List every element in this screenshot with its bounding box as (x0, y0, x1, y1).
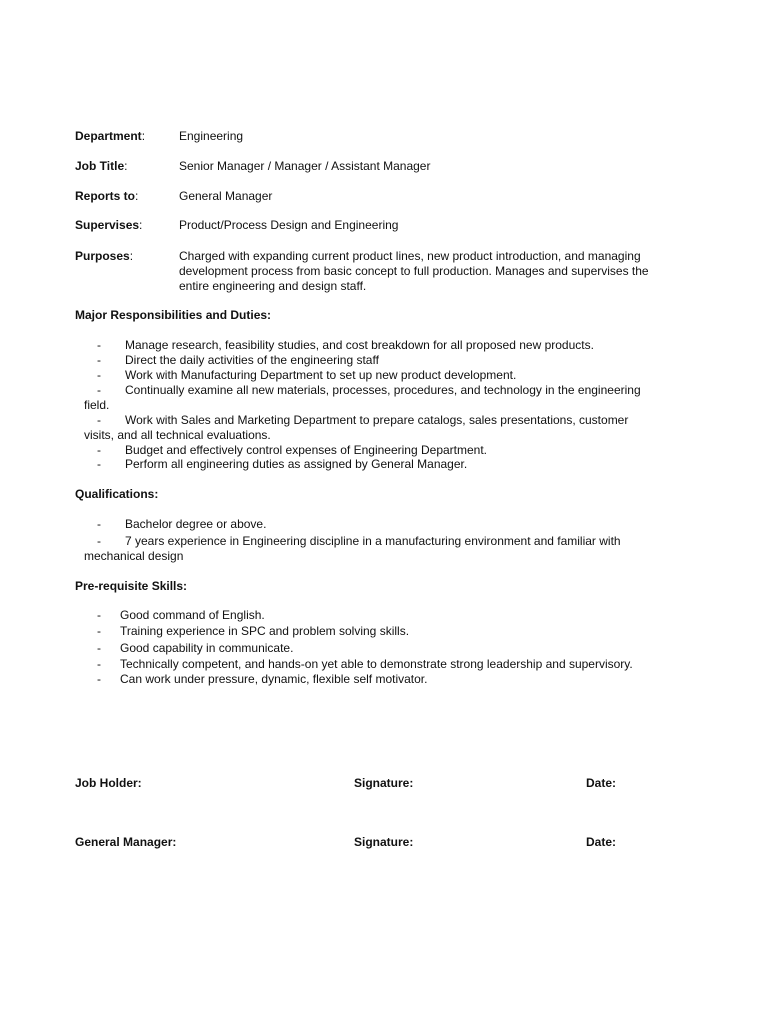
reports-to-value: General Manager (179, 189, 273, 203)
department-value: Engineering (179, 129, 244, 143)
purposes-line: Charged with expanding current product lines, new product introduction, and managing (179, 249, 641, 263)
department-label: Department (75, 129, 142, 143)
job-title-label: Job Title (75, 159, 125, 173)
purposes-label: Purposes (75, 249, 130, 263)
list-item: - Manage research, feasibility studies, and cost breakdown for all proposed new products. (97, 338, 594, 352)
supervises-value: Product/Process Design and Engineering (179, 218, 399, 232)
reports-to-label: Reports to (75, 189, 135, 203)
purposes-value (179, 249, 699, 294)
supervises-label: Supervises (75, 218, 140, 232)
list-item: - Training experience in SPC and problem solving skills. (97, 624, 410, 638)
general-manager-date-label: Date: (586, 835, 617, 849)
skills-title: Pre-requisite Skills: (75, 579, 188, 593)
job-description-page: Department: Engineering Job Title: Senior Manager / Manager / Assistant Manager Reports to: General Manager Supervises: Product/Process Design and Engineering Purposes: Charged with expanding current product lines, new product introduction, and managing development process from basic concept to full production. Manages and supervises the entire engineering and design staff. Major Responsibilities and Duties: - Manage research, feasibility studies, and cost breakdown for all proposed new products. - Direct the daily activities of the engineering staff - Work with Manufacturing Department to set up new product development. - Continually examine all new materials, processes, procedures, and technology in the engineering field. - Work with Sales and Marketing Department to prepare catalogs, sales presentations, customer visits, and all technical evaluations. - Budget and effectively control expenses of Engineering Department. - Perform all engineering duties as assigned by General Manager. Qualifications: - Bachelor degree or above. - 7 years experience in Engineering discipline in a manufacturing environment and familiar with mechanical design Pre-requisite Skills: - Good command of English. - Training experience in SPC and problem solving skills. - Good capability in communicate. - Technically competent, and hands-on yet able to demonstrate strong leadership and supervisory. - Can work under pressure, dynamic, flexible self motivator. Job Holder: Signature: Date: General Manager: Signature: Date: (0, 0, 768, 1024)
list-item: - Can work under pressure, dynamic, flexible self motivator. (97, 672, 428, 686)
purposes-line: development process from basic concept to full production. Manages and supervises the (179, 264, 649, 278)
list-item: - Direct the daily activities of the engineering staff (97, 353, 379, 367)
list-item: - Continually examine all new materials, processes, procedures, and technology in the engineering field. (84, 383, 641, 412)
list-item: - Budget and effectively control expenses of Engineering Department. (97, 443, 488, 457)
list-item: - Work with Manufacturing Department to set up new product development. (97, 368, 517, 382)
list-item: - 7 years experience in Engineering discipline in a manufacturing environment and familiar with mechanical design (84, 534, 621, 563)
list-item: - Good command of English. (97, 608, 265, 622)
list-item: - Perform all engineering duties as assigned by General Manager. (97, 457, 468, 471)
job-holder-label: Job Holder: (75, 776, 142, 790)
general-manager-label: General Manager: (75, 835, 177, 849)
responsibilities-title: Major Responsibilities and Duties: (75, 308, 272, 322)
qualifications-title: Qualifications: (75, 487, 159, 501)
job-holder-date-label: Date: (586, 776, 617, 790)
job-title-value: Senior Manager / Manager / Assistant Manager (179, 159, 431, 173)
list-item: - Work with Sales and Marketing Department to prepare catalogs, sales presentations, customer visits, and all technical evaluations. (84, 413, 629, 442)
list-item: - Bachelor degree or above. (97, 517, 267, 531)
general-manager-signature-label: Signature: (354, 835, 414, 849)
list-item: - Technically competent, and hands-on yet able to demonstrate strong leadership and supervisory. (97, 657, 633, 671)
purposes-line: entire engineering and design staff. (179, 279, 367, 293)
job-holder-signature-label: Signature: (354, 776, 414, 790)
list-item: - Good capability in communicate. (97, 641, 294, 655)
